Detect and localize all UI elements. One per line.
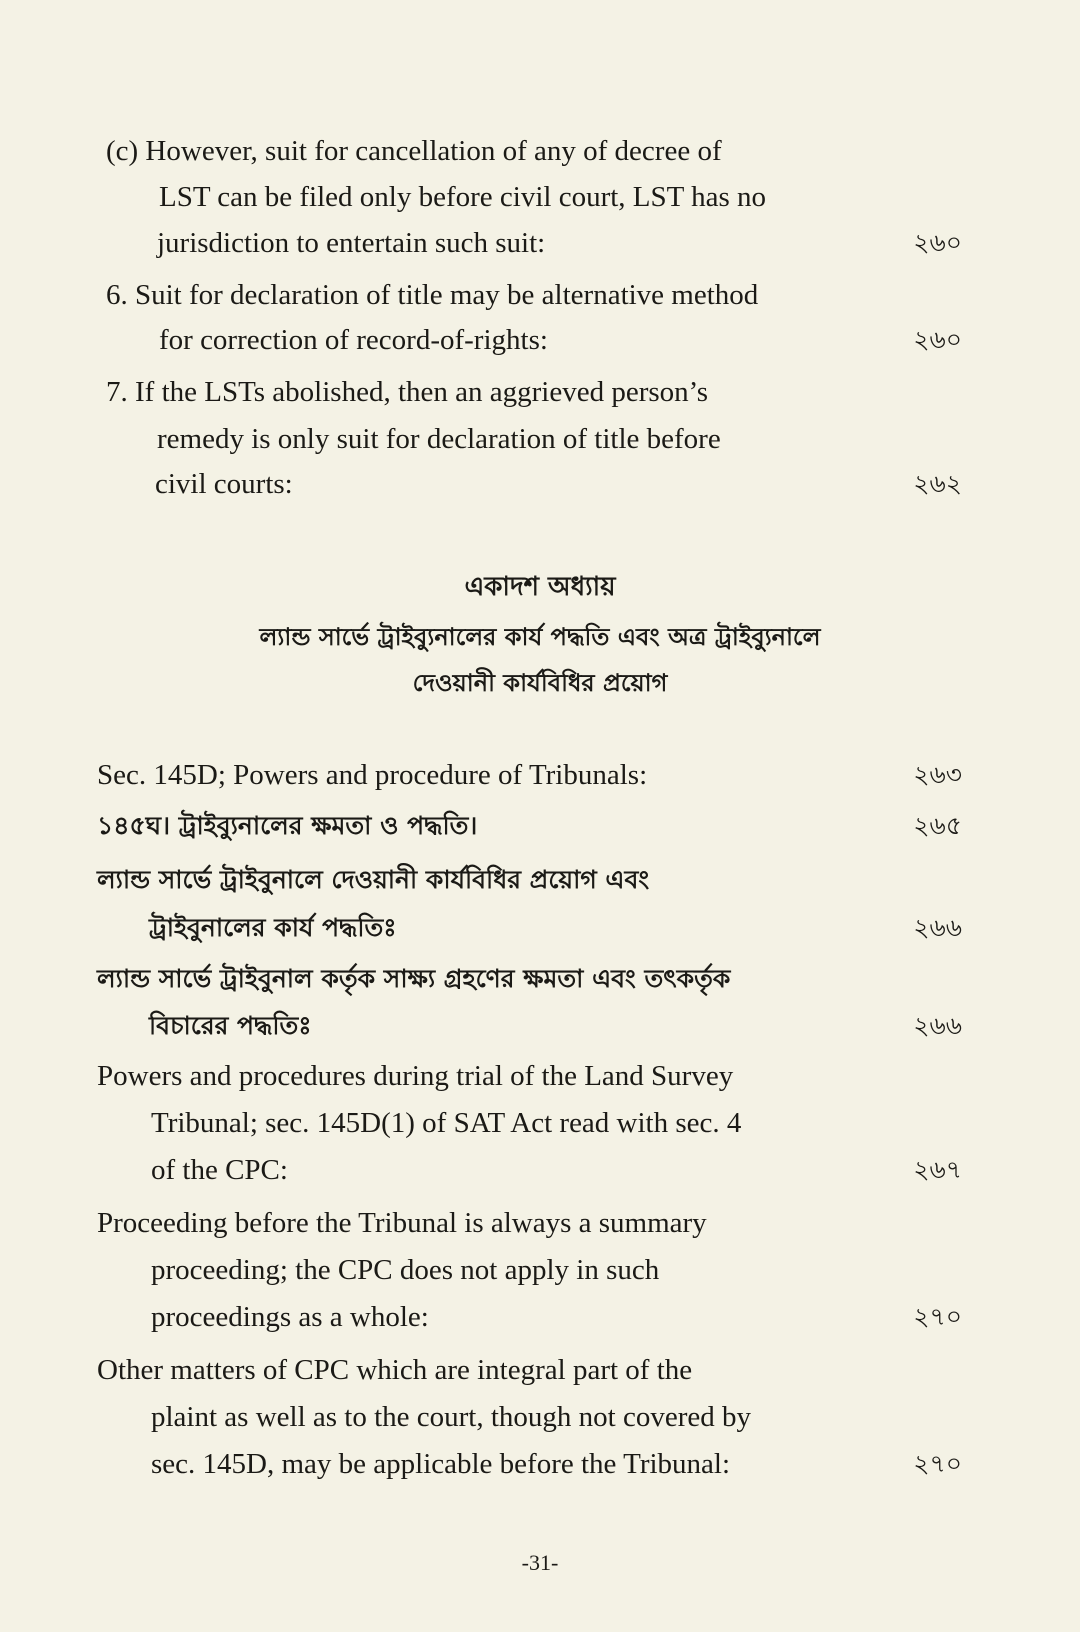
page-reference: ২৬০	[913, 325, 962, 354]
entry-text-line: ল্যান্ড সার্ভে ট্রাইবুনালে দেওয়ানী কার্যবিধির প্রয়োগ এবং	[97, 865, 650, 894]
chapter-title-line-1: ল্যান্ড সার্ভে ট্রাইব্যুনালের কার্য পদ্ধতি এবং অত্র ট্রাইব্যুনালে	[259, 623, 821, 651]
chapter-title-line-2: দেওয়ানী কার্যবিধির প্রয়োগ	[412, 669, 668, 697]
page-reference: ২৬৭	[913, 1155, 962, 1184]
entry-text-line: plaint as well as to the court, though not covered by	[151, 1401, 751, 1433]
page-reference: ২৬৬	[913, 913, 962, 942]
entry-text-line: proceedings as a whole:	[151, 1301, 429, 1333]
entry-text-line: LST can be filed only before civil court, LST has no	[159, 181, 766, 213]
page-reference: ২৭০	[913, 1449, 962, 1478]
entry-text-line: for correction of record-of-rights:	[159, 324, 548, 356]
page-reference: ২৬৩	[913, 760, 962, 789]
page-reference: ২৬৬	[913, 1011, 962, 1040]
entry-text-line: of the CPC:	[151, 1154, 288, 1186]
entry-text-line: jurisdiction to entertain such suit:	[157, 227, 546, 259]
page-reference: ২৭০	[913, 1302, 962, 1331]
entry-text-line: Sec. 145D; Powers and procedure of Tribunals:	[97, 759, 648, 791]
entry-text-line: ল্যান্ড সার্ভে ট্রাইবুনাল কর্তৃক সাক্ষ্য গ্রহণের ক্ষমতা এবং তৎকর্তৃক	[97, 964, 731, 993]
entry-text-line: 6. Suit for declaration of title may be alternative method	[106, 279, 759, 311]
entry-text-line: Proceeding before the Tribunal is always a summary	[97, 1207, 707, 1239]
entry-text-line: বিচারের পদ্ধতিঃ	[149, 1011, 312, 1040]
chapter-number: একাদশ অধ্যায়	[464, 572, 616, 602]
page-number: -31-	[521, 1550, 559, 1575]
entry-text-line: ট্রাইবুনালের কার্য পদ্ধতিঃ	[149, 913, 397, 942]
entry-text-line: Other matters of CPC which are integral part of the	[97, 1354, 693, 1386]
page-reference: ২৬৫	[913, 811, 962, 840]
entry-text-line: civil courts:	[155, 468, 293, 500]
page-reference: ২৬২	[913, 469, 962, 498]
entry-text-line: Powers and procedures during trial of the Land Survey	[97, 1060, 734, 1092]
entry-text-line: sec. 145D, may be applicable before the Tribunal:	[151, 1448, 731, 1480]
entry-text-line: 7. If the LSTs abolished, then an aggrieved person’s	[106, 376, 708, 408]
entry-text-line: remedy is only suit for declaration of title before	[157, 423, 721, 455]
page-reference: ২৬০	[913, 228, 962, 257]
entry-text-line: proceeding; the CPC does not apply in such	[151, 1254, 660, 1286]
entry-text-line: (c) However, suit for cancellation of any of decree of	[106, 135, 722, 167]
entry-text-line: Tribunal; sec. 145D(1) of SAT Act read with sec. 4	[151, 1107, 742, 1139]
entry-text-line: ১৪৫ঘ। ট্রাইব্যুনালের ক্ষমতা ও পদ্ধতি।	[97, 811, 478, 840]
